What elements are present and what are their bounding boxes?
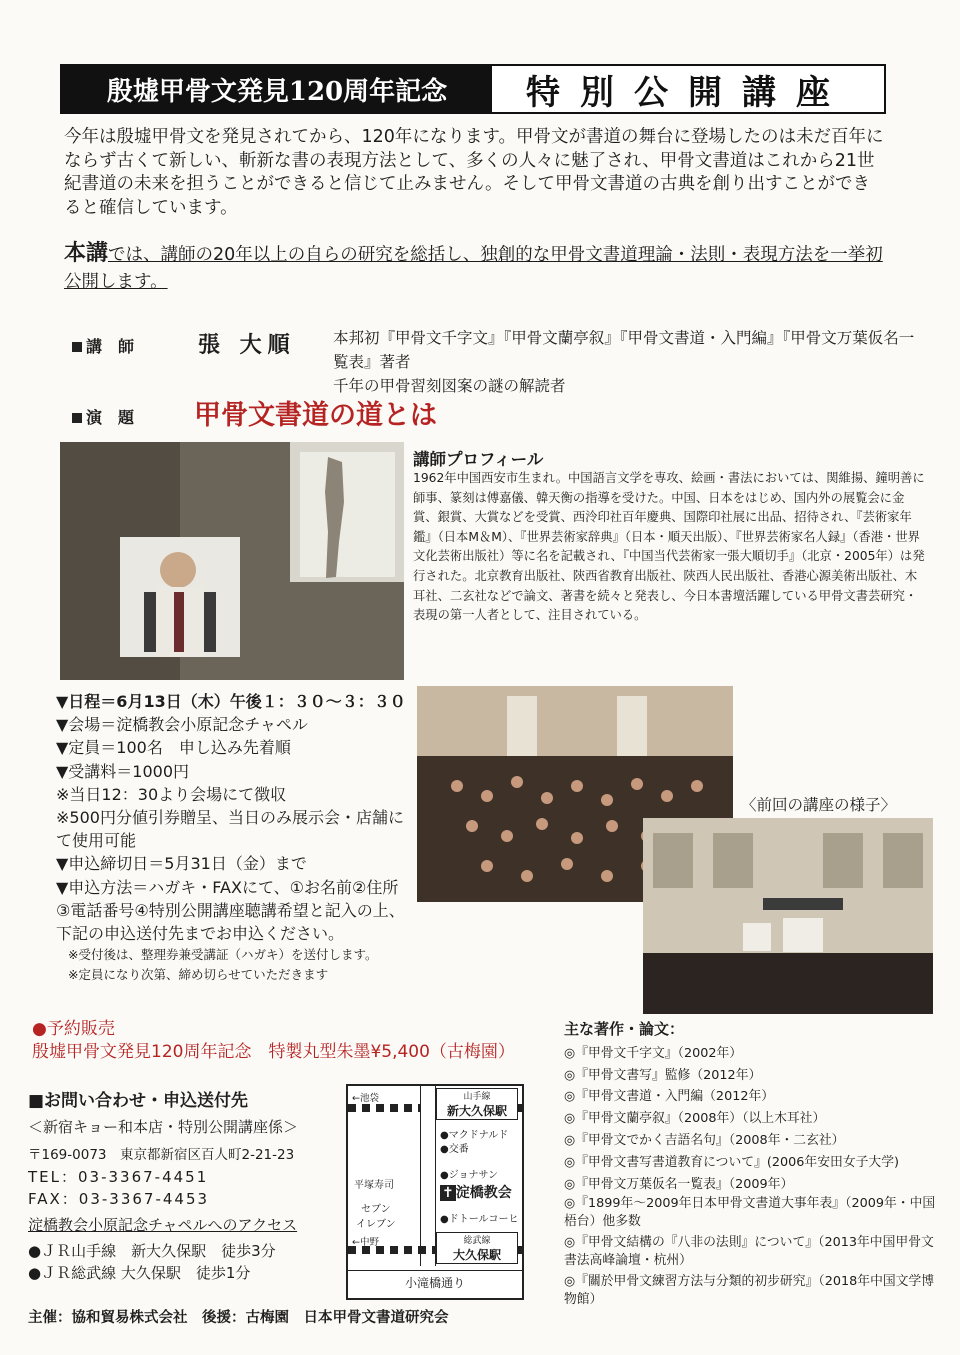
access-map	[346, 1084, 524, 1300]
work-item: ◎『關於甲骨文練習方法与分類的初步研究』（2018年中国文学博物館）	[564, 1274, 935, 1308]
work-item: ◎『甲骨文蘭亭叙』（2008年）（以上木耳社）	[564, 1111, 826, 1127]
schedule-capacity: ▼定員＝100名 申し込み先着順	[56, 738, 291, 758]
lecturer-works	[333, 326, 923, 398]
audience-photo-2	[643, 818, 933, 1014]
map-doutor: ●ドトールコーヒ	[440, 1214, 519, 1225]
work-item: ◎『甲骨文千字文』（2002年）	[564, 1045, 743, 1061]
lecture-theme: 甲骨文書道の道とは	[194, 400, 437, 431]
schedule-list	[56, 690, 406, 985]
lecturer-name: 張 大順	[198, 332, 296, 358]
photo-caption: 〈前回の講座の様子〉	[741, 796, 897, 814]
banner-subtitle: 殷墟甲骨文発見120周年記念	[62, 66, 492, 112]
schedule-discount-note: ※500円分値引券贈呈、当日のみ展示会・店舗にて使用可能	[56, 808, 404, 851]
access-title: 淀橋教会小原記念チャペルへのアクセス	[28, 1216, 298, 1234]
lecturer-works-line1: 本邦初『甲骨文千字文』『甲骨文蘭亭叙』『甲骨文書道・入門編』『甲骨文万葉仮名一覧表』著者	[333, 329, 915, 371]
presale-block	[32, 1018, 552, 1064]
access-line-1: ●ＪＲ山手線 新大久保駅 徒歩3分	[28, 1242, 276, 1260]
map-seven-eleven: セブン イレブン	[356, 1204, 396, 1230]
work-item: ◎『甲骨文書写』監修（2012年）	[564, 1067, 762, 1083]
work-item: ◎『甲骨文書写書道教育について』(2006年安田女子大学)	[564, 1154, 899, 1170]
title-banner	[60, 64, 886, 114]
schedule-fee: ▼受講料＝1000円	[56, 761, 190, 781]
square-bullet-icon	[72, 413, 82, 423]
works-heading: 主な著作・論文：	[564, 1020, 685, 1038]
contact-fax: FAX：03-3367-4453	[28, 1190, 210, 1208]
work-item: ◎『1899年〜2009年日本甲骨文書道大事年表』（2009年・中国梧台）他多数	[564, 1196, 936, 1230]
profile-text: 1962年中国西安市生まれ。中国語言文学を専攻、絵画・書法においては、関維揚、鐘明善に師事、篆刻は傅嘉儀、韓天衡の指導を受けた。中国、日本をはじめ、国内外の展覧会に金賞、銀賞、大賞などを受賞、西泠印社百年慶典、国際印社展に出品、招待され、『芸術家年鑑』（日本M＆M）、『世界芸術家辞典』（日本・順天出版）、『世界芸術家名人録』（香港・世界文化芸術出版社）等に名を記載され、『中国当代芸術家一張大順切手』（北京・2005年）は発行された。北京教育出版社、陝西省教育出版社、陝西人民出版社、香港心源美術出版社、木耳社、二玄社などで論文、著書を続々と発表し、今日本書壇活躍している甲骨文書芸研究・表現の第一人者として、注目されている。	[413, 471, 925, 623]
contact-tel: TEL：03-3367-4451	[28, 1168, 209, 1186]
theme-label: 演 題	[72, 405, 134, 428]
schedule-deadline: ▼申込締切日＝5月31日（金）まで	[56, 854, 307, 874]
church-cross-icon: ✝	[442, 1185, 454, 1201]
lead-body: では、講師の20年以上の自らの研究を総括し、独創的な甲骨文書道理論・法則・表現方法を一挙初公開します。	[64, 245, 883, 292]
map-mcdonalds: ●マクドナルド	[440, 1130, 509, 1141]
schedule-date: ▼日程＝6月13日（木）午後１：３０〜３：３０	[56, 692, 406, 711]
intro-text: 今年は殷墟甲骨文を発見されてから、120年になります。甲骨文が書道の舞台に登場したのは未だ百年にならず古くて新しい、斬新な書の表現方法として、多くの人々に魅了され、甲骨文書道はこれから21世紀書道の未来を担うことができると信じて止みません。そして甲骨文書道の古典を創り出すことができると確信しています。	[64, 127, 884, 218]
map-station-okubo: 総武線 大久保駅	[436, 1232, 518, 1264]
presale-text: 殷墟甲骨文発見120周年記念 特製丸型朱墨¥5,400（古梅園）	[32, 1042, 515, 1062]
map-ikebukuro: ←池袋	[352, 1093, 379, 1104]
work-item: ◎『甲骨文結構の『八非の法則』について』（2013年中国甲骨文書法高峰論壇・杭州）	[564, 1235, 934, 1269]
access-line-2: ●ＪＲ総武線 大久保駅 徒歩1分	[28, 1264, 251, 1282]
contact-shop: ＜新宿キョー和本店・特別公開講座係＞	[28, 1118, 299, 1136]
schedule-note-2: ※定員になり次第、締め切らせていただきます	[68, 967, 329, 983]
lecturer-works-line2: 千年の甲骨習刻図案の謎の解読者	[333, 377, 566, 395]
banner-title: 特別公開講座	[492, 66, 884, 112]
lead-text	[64, 240, 884, 296]
lecturer-photo	[60, 442, 404, 680]
lecturer-photo-illustration	[60, 442, 404, 680]
map-sushi: 平塚寿司	[354, 1180, 394, 1191]
lead-emphasis: 本講	[64, 241, 109, 266]
sponsor-line: 主催：協和貿易株式会社 後援：古梅園 日本甲骨文書道研究会	[28, 1310, 449, 1326]
contact-address: 〒169-0073 東京都新宿区百人町2-21-23	[28, 1147, 295, 1163]
schedule-fee-note: ※当日12：30より会場にて徴収	[56, 784, 287, 804]
contact-heading: ■お問い合わせ・申込送付先	[28, 1091, 249, 1111]
map-street: 小滝橋通り	[348, 1270, 522, 1295]
schedule-note-1: ※受付後は、整理券兼受講証（ハガキ）を送付します。	[68, 947, 378, 963]
map-road	[420, 1086, 436, 1266]
profile-title: 講師プロフィール	[413, 450, 544, 469]
presale-title: ●予約販売	[32, 1019, 115, 1039]
works-list	[564, 1019, 936, 1309]
audience-photo-2-illustration	[643, 818, 933, 1014]
contact-block	[28, 1090, 348, 1284]
schedule-method: ▼申込方法＝ハガキ・FAXにて、①お名前②住所③電話番号④特別公開講座聴講希望と記入の上、下記の申込送付先までお申込ください。	[56, 877, 405, 944]
work-item: ◎『甲骨文でかく吉語名句』（2008年・二玄社）	[564, 1132, 845, 1148]
lecturer-label: 講 師	[72, 334, 134, 357]
schedule-venue: ▼会場＝淀橋教会小原記念チャペル	[56, 715, 308, 735]
map-koban: ●交番	[440, 1144, 469, 1155]
map-church: ✝ 淀橋教会	[442, 1185, 512, 1201]
work-item: ◎『甲骨文書道・入門編（2012年）	[564, 1089, 775, 1105]
map-nakano: ←中野	[352, 1237, 379, 1248]
map-jonathan: ●ジョナサン	[440, 1170, 499, 1181]
square-bullet-icon	[72, 342, 82, 352]
work-item: ◎『甲骨文万葉仮名一覧表』（2009年）	[564, 1176, 794, 1192]
map-station-shinokubo: 山手線 新大久保駅	[436, 1088, 518, 1120]
